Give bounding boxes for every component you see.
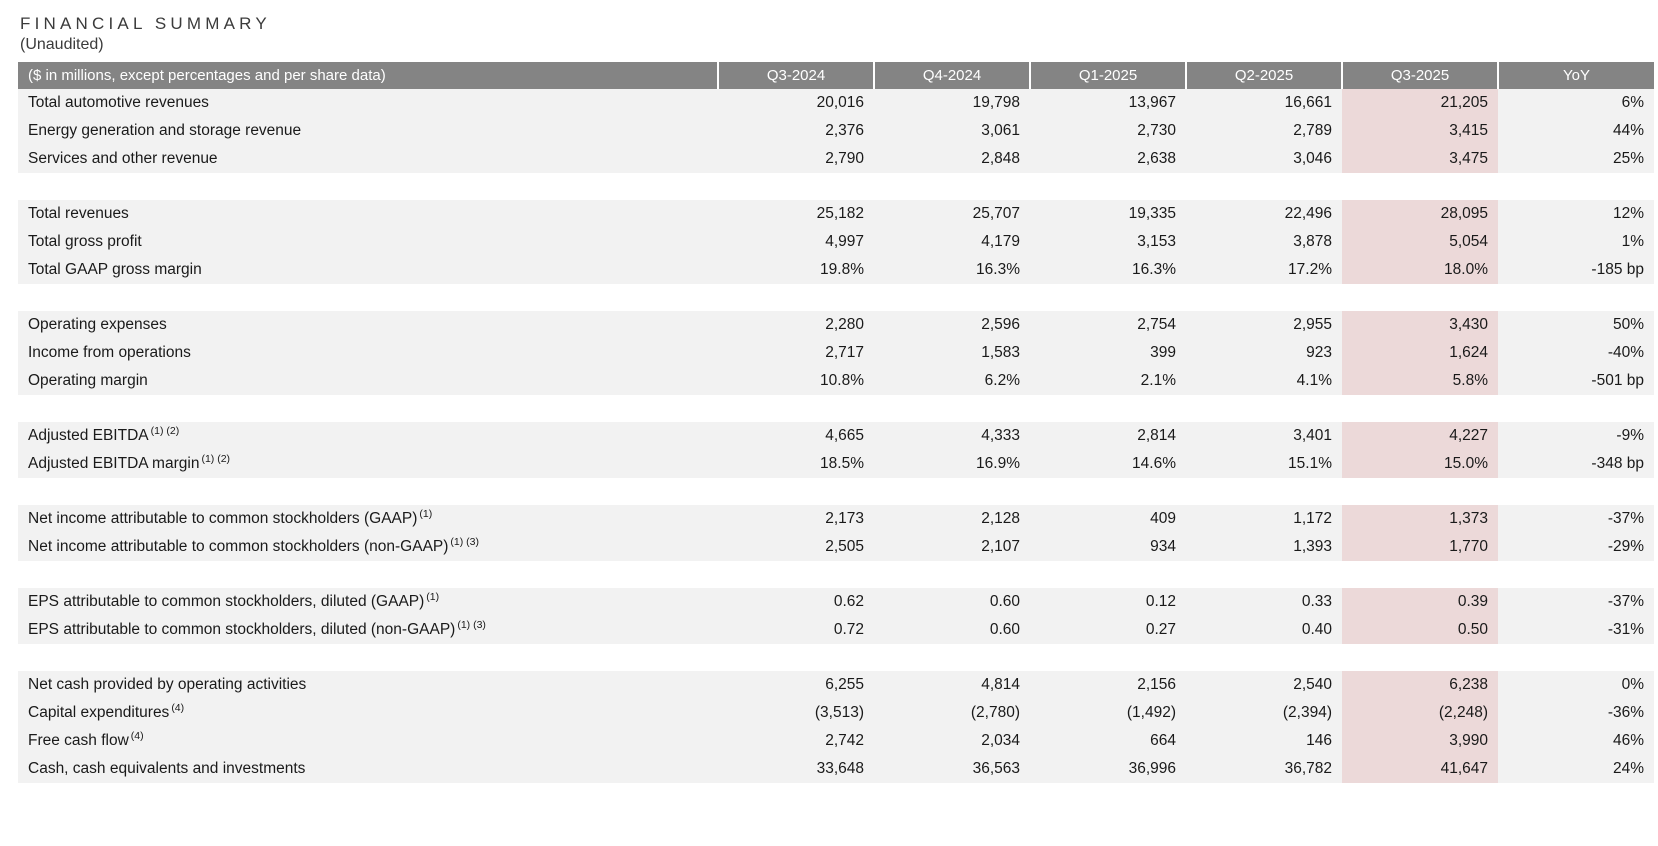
table-row <box>18 228 1654 256</box>
table-cell: -37% <box>1498 505 1654 533</box>
table-cell: 2,505 <box>718 533 874 561</box>
table-cell: 46% <box>1498 727 1654 755</box>
footnote-ref: (1) (3) <box>450 535 480 548</box>
table-cell: 20,016 <box>718 89 874 117</box>
row-label: Operating expenses <box>18 311 718 339</box>
table-cell: 16.3% <box>1030 256 1186 284</box>
table-cell: 0.62 <box>718 588 874 616</box>
row-label: Capital expenditures $^{(4)}$ <box>18 699 718 727</box>
table-cell: 18.0% <box>1342 256 1498 284</box>
table-cell: 0.60 <box>874 588 1030 616</box>
table-cell: -40% <box>1498 339 1654 367</box>
row-label: Adjusted EBITDA margin $^{(1) (2)}$ <box>18 450 718 478</box>
table-cell: 25,707 <box>874 200 1030 228</box>
table-cell: 22,496 <box>1186 200 1342 228</box>
table-cell: 0.60 <box>874 616 1030 644</box>
row-label: Net cash provided by operating activities <box>18 671 718 699</box>
table-cell: 4,179 <box>874 228 1030 256</box>
table-cell: -31% <box>1498 616 1654 644</box>
table-cell: 1% <box>1498 228 1654 256</box>
financial-summary-table <box>18 62 1654 783</box>
table-row <box>18 699 1654 727</box>
table-row <box>18 367 1654 395</box>
spacer-cell <box>18 173 1654 200</box>
table-row <box>18 727 1654 755</box>
table-body <box>18 89 1654 783</box>
footnote-marker <box>20 789 1640 801</box>
table-cell: 5.8% <box>1342 367 1498 395</box>
table-cell: 3,430 <box>1342 311 1498 339</box>
table-row <box>18 588 1654 616</box>
table-cell: 3,153 <box>1030 228 1186 256</box>
row-label: Energy generation and storage revenue <box>18 117 718 145</box>
footnote-ref: (1) <box>426 590 440 603</box>
table-cell: 16.3% <box>874 256 1030 284</box>
table-cell: 3,415 <box>1342 117 1498 145</box>
table-cell: 2,754 <box>1030 311 1186 339</box>
table-cell: 0.33 <box>1186 588 1342 616</box>
table-cell: (1,492) <box>1030 699 1186 727</box>
table-cell: (2,248) <box>1342 699 1498 727</box>
table-cell: 21,205 <box>1342 89 1498 117</box>
table-cell: -36% <box>1498 699 1654 727</box>
column-header-label: ($ in millions, except percentages and per share data) <box>18 62 718 89</box>
page-subtitle: (Unaudited) <box>20 36 104 53</box>
table-row <box>18 89 1654 117</box>
table-cell: 36,563 <box>874 755 1030 783</box>
table-cell: 4,227 <box>1342 422 1498 450</box>
table-spacer-row <box>18 173 1654 200</box>
table-cell: 4,814 <box>874 671 1030 699</box>
table-cell: -348 bp <box>1498 450 1654 478</box>
table-cell: 3,046 <box>1186 145 1342 173</box>
column-header-q3-2024: Q3-2024 <box>718 62 874 89</box>
table-cell: 2.1% <box>1030 367 1186 395</box>
table-cell: 2,638 <box>1030 145 1186 173</box>
table-cell: 2,128 <box>874 505 1030 533</box>
table-cell: 2,376 <box>718 117 874 145</box>
table-row <box>18 616 1654 644</box>
table-cell: 6.2% <box>874 367 1030 395</box>
table-cell: 934 <box>1030 533 1186 561</box>
table-cell: 146 <box>1186 727 1342 755</box>
table-spacer-row <box>18 395 1654 422</box>
table-cell: 2,790 <box>718 145 874 173</box>
spacer-cell <box>18 644 1654 671</box>
table-row <box>18 311 1654 339</box>
table-cell: 0.50 <box>1342 616 1498 644</box>
table-header-row <box>18 62 1654 89</box>
table-cell: 2,107 <box>874 533 1030 561</box>
spacer-cell <box>18 478 1654 505</box>
table-cell: 6,255 <box>718 671 874 699</box>
table-cell: 0.40 <box>1186 616 1342 644</box>
table-cell: (3,513) <box>718 699 874 727</box>
table-cell: -185 bp <box>1498 256 1654 284</box>
table-cell: 25% <box>1498 145 1654 173</box>
table-cell: 0% <box>1498 671 1654 699</box>
footnote-ref: (1) (2) <box>150 424 180 437</box>
row-label: Total GAAP gross margin <box>18 256 718 284</box>
table-cell: 2,280 <box>718 311 874 339</box>
table-header <box>18 62 1654 89</box>
table-cell: 12% <box>1498 200 1654 228</box>
row-label: Operating margin <box>18 367 718 395</box>
table-row <box>18 145 1654 173</box>
column-header-q1-2025: Q1-2025 <box>1030 62 1186 89</box>
table-cell: 5,054 <box>1342 228 1498 256</box>
table-cell: 399 <box>1030 339 1186 367</box>
table-cell: 44% <box>1498 117 1654 145</box>
table-row <box>18 505 1654 533</box>
table-cell: 2,156 <box>1030 671 1186 699</box>
table-cell: 2,848 <box>874 145 1030 173</box>
table-cell: 1,583 <box>874 339 1030 367</box>
table-cell: 409 <box>1030 505 1186 533</box>
table-cell: 2,955 <box>1186 311 1342 339</box>
footnote-ref: (1) <box>419 507 433 520</box>
table-cell: 19.8% <box>718 256 874 284</box>
table-cell: -501 bp <box>1498 367 1654 395</box>
footnote-ref: (4) <box>130 729 144 742</box>
table-row <box>18 533 1654 561</box>
table-cell: 24% <box>1498 755 1654 783</box>
row-label: Total revenues <box>18 200 718 228</box>
table-cell: 16.9% <box>874 450 1030 478</box>
table-cell: 4,665 <box>718 422 874 450</box>
table-cell: 4,333 <box>874 422 1030 450</box>
table-cell: 6,238 <box>1342 671 1498 699</box>
page-title: FINANCIAL SUMMARY <box>20 14 271 33</box>
table-cell: 25,182 <box>718 200 874 228</box>
table-row <box>18 755 1654 783</box>
row-label: Free cash flow $^{(4)}$ <box>18 727 718 755</box>
table-cell: 3,061 <box>874 117 1030 145</box>
table-spacer-row <box>18 561 1654 588</box>
column-header-q4-2024: Q4-2024 <box>874 62 1030 89</box>
row-label: Net income attributable to common stockholders (GAAP) $^{(1)}$ <box>18 505 718 533</box>
table-cell: 33,648 <box>718 755 874 783</box>
table-cell: 16,661 <box>1186 89 1342 117</box>
table-cell: 14.6% <box>1030 450 1186 478</box>
table-cell: 0.72 <box>718 616 874 644</box>
row-label: EPS attributable to common stockholders, diluted (GAAP) $^{(1)}$ <box>18 588 718 616</box>
table-row <box>18 671 1654 699</box>
table-cell: 6% <box>1498 89 1654 117</box>
table-cell: (2,394) <box>1186 699 1342 727</box>
table-cell: 1,393 <box>1186 533 1342 561</box>
table-cell: 2,717 <box>718 339 874 367</box>
table-cell: -9% <box>1498 422 1654 450</box>
table-cell: 50% <box>1498 311 1654 339</box>
row-label: Income from operations <box>18 339 718 367</box>
table-row <box>18 256 1654 284</box>
table-cell: 2,596 <box>874 311 1030 339</box>
column-header-q3-2025: Q3-2025 <box>1342 62 1498 89</box>
table-cell: 36,782 <box>1186 755 1342 783</box>
table-cell: 3,878 <box>1186 228 1342 256</box>
table-cell: 41,647 <box>1342 755 1498 783</box>
table-cell: 15.0% <box>1342 450 1498 478</box>
table-cell: 0.39 <box>1342 588 1498 616</box>
table-cell: 17.2% <box>1186 256 1342 284</box>
column-header-yoy: YoY <box>1498 62 1654 89</box>
table-cell: 2,540 <box>1186 671 1342 699</box>
table-row <box>18 339 1654 367</box>
table-cell: 1,172 <box>1186 505 1342 533</box>
table-cell: 664 <box>1030 727 1186 755</box>
table-cell: 19,335 <box>1030 200 1186 228</box>
table-cell: 18.5% <box>718 450 874 478</box>
table-cell: 0.12 <box>1030 588 1186 616</box>
table-cell: 2,034 <box>874 727 1030 755</box>
table-cell: 2,789 <box>1186 117 1342 145</box>
table-cell: 2,730 <box>1030 117 1186 145</box>
table-cell: 2,814 <box>1030 422 1186 450</box>
spacer-cell <box>18 561 1654 588</box>
table-cell: 2,742 <box>718 727 874 755</box>
table-cell: 3,475 <box>1342 145 1498 173</box>
table-cell: 19,798 <box>874 89 1030 117</box>
table-row <box>18 200 1654 228</box>
table-cell: 13,967 <box>1030 89 1186 117</box>
footnote-ref: (4) <box>171 701 185 714</box>
column-header-q2-2025: Q2-2025 <box>1186 62 1342 89</box>
table-spacer-row <box>18 284 1654 311</box>
table-row <box>18 117 1654 145</box>
row-label: Total automotive revenues <box>18 89 718 117</box>
table-cell: 1,770 <box>1342 533 1498 561</box>
row-label: Adjusted EBITDA $^{(1) (2)}$ <box>18 422 718 450</box>
table-spacer-row <box>18 478 1654 505</box>
table-cell: (2,780) <box>874 699 1030 727</box>
table-cell: 10.8% <box>718 367 874 395</box>
spacer-cell <box>18 395 1654 422</box>
row-label: Cash, cash equivalents and investments <box>18 755 718 783</box>
row-label: Total gross profit <box>18 228 718 256</box>
spacer-cell <box>18 284 1654 311</box>
table-cell: 2,173 <box>718 505 874 533</box>
footnote-ref: (1) (3) <box>457 618 486 631</box>
table-cell: 3,401 <box>1186 422 1342 450</box>
table-cell: 36,996 <box>1030 755 1186 783</box>
table-cell: 3,990 <box>1342 727 1498 755</box>
footnote-ref: (1) (2) <box>201 452 231 465</box>
table-spacer-row <box>18 644 1654 671</box>
table-cell: -29% <box>1498 533 1654 561</box>
table-cell: 4.1% <box>1186 367 1342 395</box>
row-label: EPS attributable to common stockholders, diluted (non-GAAP) $^{(1) (3)}$ <box>18 616 718 644</box>
table-cell: 28,095 <box>1342 200 1498 228</box>
row-label: Net income attributable to common stockholders (non-GAAP) $^{(1) (3)}$ <box>18 533 718 561</box>
table-row <box>18 450 1654 478</box>
table-cell: -37% <box>1498 588 1654 616</box>
table-cell: 0.27 <box>1030 616 1186 644</box>
table-cell: 15.1% <box>1186 450 1342 478</box>
table-cell: 1,624 <box>1342 339 1498 367</box>
table-cell: 923 <box>1186 339 1342 367</box>
row-label: Services and other revenue <box>18 145 718 173</box>
table-cell: 4,997 <box>718 228 874 256</box>
table-row <box>18 422 1654 450</box>
table-cell: 1,373 <box>1342 505 1498 533</box>
